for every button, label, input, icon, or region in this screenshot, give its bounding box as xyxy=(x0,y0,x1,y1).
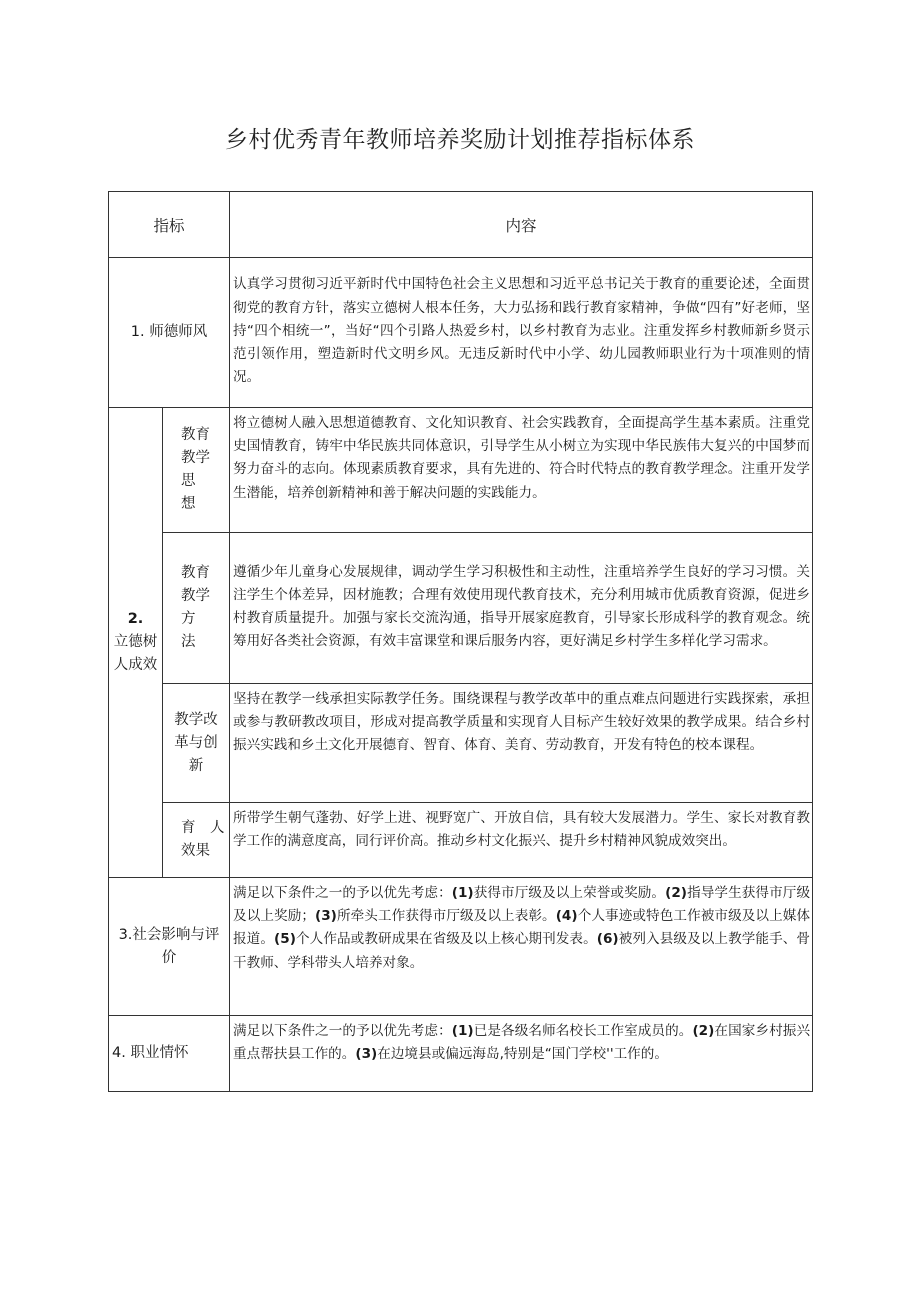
row-moral-education-2 xyxy=(109,533,813,684)
category-ethics: 1. 师德师风 xyxy=(109,258,230,408)
content-teaching-thought: 将立德树人融入思想道德教育、文化知识教育、社会实践教育，全面提高学生基本素质。注重党史国情教育，铸牢中华民族共同体意识，引导学生从小树立为实现中华民族伟大复兴的中国梦而努力奋斗的志向。体现素质教育要求，具有先进的、符合时代特点的教育教学理念。注重开发学生潜能，培养创新精神和善于解决问题的实践能力。 xyxy=(230,408,813,533)
content-education-effect: 所带学生朝气蓬勃、好学上进、视野宽广、开放自信，具有较大发展潜力。学生、家长对教育教学工作的满意度高，同行评价高。推动乡村文化振兴、提升乡村精神风貌成效突出。 xyxy=(230,803,813,878)
career-intro: 满足以下条件之一的予以优先考虑： xyxy=(233,1023,452,1039)
sub-teaching-thought-line3: 想 xyxy=(181,496,196,512)
row-social-impact xyxy=(109,878,813,1016)
category-social-impact xyxy=(109,878,230,1016)
sub-teaching-method-line1: 教育 xyxy=(181,565,210,581)
category-moral-num: 2. xyxy=(127,611,144,627)
category-social-line2: 价 xyxy=(161,949,177,966)
social-item-1-num: (1) xyxy=(451,885,474,901)
career-item-1-num: (1) xyxy=(451,1023,474,1039)
sub-teaching-reform-line1: 教学改 xyxy=(174,711,218,728)
social-item-1-text: 获得市厅级及以上荣誉或奖励。 xyxy=(473,885,666,901)
sub-teaching-thought-line2: 教学思 xyxy=(181,450,210,489)
row-career-passion xyxy=(109,1016,813,1092)
content-ethics: 认真学习贯彻习近平新时代中国特色社会主义思想和习近平总书记关于教育的重要论述，全面贯彻党的教育方针，落实立德树人根本任务，大力弘扬和践行教育家精神，争做“四有”好老师，坚持“四个相统一”，当好“四个引路人热爱乡村，以乡村教育为志业。注重发挥乡村教师新乡贤示范引领作用，塑造新时代文明乡风。无违反新时代中小学、幼儿园教师职业行为十项准则的情况。 xyxy=(230,258,813,408)
sub-teaching-thought-line1: 教育 xyxy=(181,427,210,443)
social-intro: 满足以下条件之一的予以优先考虑： xyxy=(233,885,452,901)
social-item-5-text: 个人作品或教研成果在省级及以上核心期刊发表。 xyxy=(295,931,597,948)
career-item-3-text: 在边境县或偏远海岛,特别是“国门学校''工作的。 xyxy=(377,1046,668,1063)
social-item-2-text: 指导学生获得市厅级及以上奖励； xyxy=(233,885,811,925)
sub-education-effect-line2: 效果 xyxy=(181,843,210,859)
indicator-table xyxy=(108,191,813,1092)
social-item-3-text: 所牵头工作获得市厅级及以上表彰。 xyxy=(336,908,556,925)
category-career-passion: 4. 职业情怀 xyxy=(109,1016,230,1092)
sub-education-effect-line1: 育 人 xyxy=(181,820,225,836)
social-item-4-text: 个人事迹或特色工作被市级及以上媒体报道。 xyxy=(233,908,811,948)
career-item-2-num: (2) xyxy=(692,1023,715,1039)
sub-teaching-method xyxy=(163,533,230,684)
row-moral-education-4 xyxy=(109,803,813,878)
row-ethics xyxy=(109,258,813,408)
page-title: 乡村优秀青年教师培养奖励计划推荐指标体系 xyxy=(225,127,695,153)
category-social-line1: 3.社会影响与评 xyxy=(118,926,220,943)
content-teaching-reform: 坚持在教学一线承担实际教学任务。围绕课程与教学改革中的重点难点问题进行实践探索，承担或参与教研教改项目，形成对提高教学质量和实现育人目标产生较好效果的教学成果。结合乡村振兴实践和乡土文化开展德育、智育、体育、美育、劳动教育，开发有特色的校本课程。 xyxy=(230,684,813,803)
sub-teaching-reform-line2: 革与创 xyxy=(174,734,218,751)
social-item-5-num: (5) xyxy=(274,931,296,948)
content-social-impact xyxy=(230,878,813,1016)
sub-teaching-reform-line3: 新 xyxy=(188,757,204,774)
sub-education-effect xyxy=(163,803,230,878)
social-item-6-text: 被列入县级及以上教学能手、骨干教师、学科带头人培养对象。 xyxy=(233,931,811,971)
career-item-3-num: (3) xyxy=(355,1046,378,1063)
content-teaching-method: 遵循少年儿童身心发展规律，调动学生学习积极性和主动性，注重培养学生良好的学习习惯。关注学生个体差异，因材施教；合理有效使用现代教育技术，充分利用城市优质教育资源，促进乡村教育质量提升。加强与家长交流沟通，指导开展家庭教育，引导家长形成科学的教育观念。统筹用好各类社会资源，有效丰富课堂和课后服务内容，更好满足乡村学生多样化学习需求。 xyxy=(230,533,813,684)
social-item-3-num: (3) xyxy=(314,908,337,925)
category-moral-line2: 人成效 xyxy=(113,657,158,673)
career-item-2-text: 在国家乡村振兴重点帮扶县工作的。 xyxy=(233,1023,811,1063)
social-item-6-num: (6) xyxy=(596,931,619,948)
sub-teaching-method-line2: 教学方 xyxy=(181,588,210,627)
category-moral-line1: 立德树 xyxy=(113,634,158,650)
content-career-passion xyxy=(230,1016,813,1092)
sub-teaching-thought xyxy=(163,408,230,533)
row-moral-education-1 xyxy=(109,408,813,533)
sub-teaching-method-line3: 法 xyxy=(181,634,196,650)
social-item-4-num: (4) xyxy=(555,908,578,925)
header-content: 内容 xyxy=(230,192,813,258)
sub-teaching-reform xyxy=(163,684,230,803)
table-header-row xyxy=(109,192,813,258)
social-item-2-num: (2) xyxy=(665,885,687,901)
row-moral-education-3 xyxy=(109,684,813,803)
category-moral-education xyxy=(109,408,163,878)
header-indicator: 指标 xyxy=(109,192,230,258)
career-item-1-text: 已是各级名师名校长工作室成员的。 xyxy=(473,1023,693,1039)
